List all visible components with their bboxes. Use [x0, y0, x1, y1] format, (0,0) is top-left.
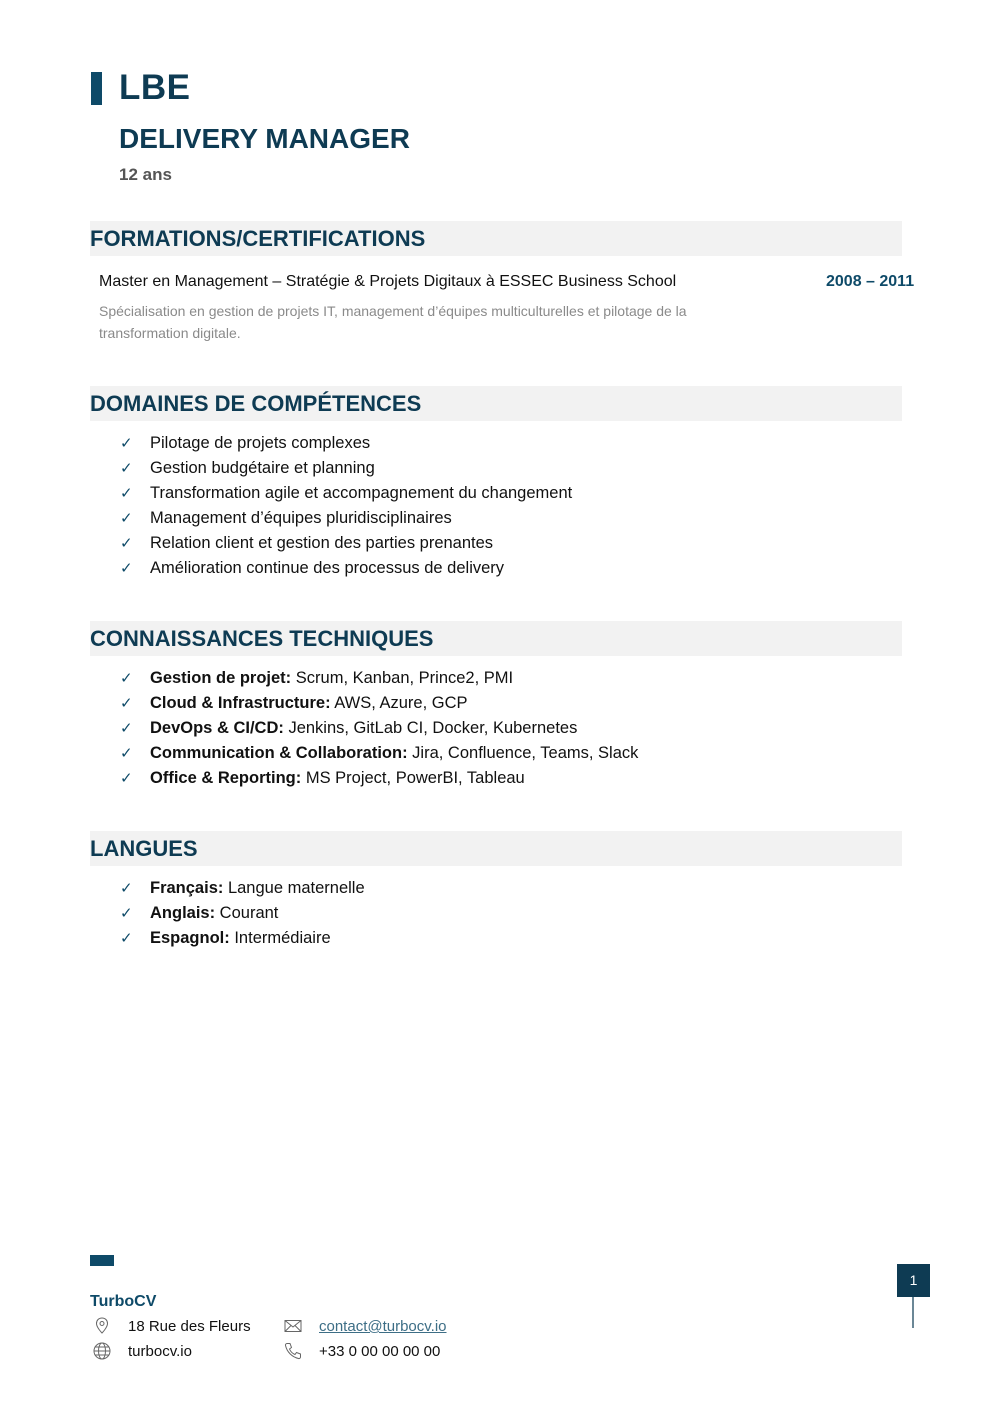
name-accent-bar: [91, 72, 102, 105]
candidate-name: LBE: [119, 68, 191, 107]
job-title: DELIVERY MANAGER: [119, 123, 410, 154]
list-item: ✓ Français: Langue maternelle: [120, 876, 365, 901]
languages-list: [120, 876, 365, 951]
list-item: ✓ Communication & Collaboration: Jira, Confluence, Teams, Slack: [120, 741, 638, 766]
section-title: DOMAINES DE COMPÉTENCES: [90, 391, 422, 416]
list-item: ✓ Anglais: Courant: [120, 901, 365, 926]
checkmark-icon: ✓: [120, 460, 133, 477]
footer-accent-bar: [90, 1255, 114, 1266]
footer-website: turbocv.io: [128, 1343, 192, 1360]
education-description: Spécialisation en gestion de projets IT, management d’équipes multiculturelles et pilotage de la transformation digitale.: [99, 303, 687, 341]
list-item: ✓ Pilotage de projets complexes: [120, 431, 572, 456]
checkmark-icon: ✓: [120, 880, 133, 897]
list-item: ✓ Management d’équipes pluridisciplinaires: [120, 506, 572, 531]
skills-section-header: [90, 386, 902, 421]
footer-email-link[interactable]: contact@turbocv.io: [319, 1318, 447, 1335]
page-number-line: [912, 1297, 914, 1328]
tech-list: [120, 666, 638, 791]
footer-phone: +33 0 00 00 00 00: [319, 1343, 441, 1360]
list-item: ✓ Transformation agile et accompagnement du changement: [120, 481, 572, 506]
list-item: ✓ Cloud & Infrastructure: AWS, Azure, GCP: [120, 691, 638, 716]
phone-icon: [283, 1341, 303, 1361]
globe-icon: [92, 1341, 112, 1361]
languages-section-header: [90, 831, 902, 866]
experience-years: 12 ans: [119, 165, 172, 184]
checkmark-icon: ✓: [120, 535, 133, 552]
footer-brand: TurboCV: [90, 1293, 157, 1310]
envelope-icon: [283, 1316, 303, 1336]
section-title: CONNAISSANCES TECHNIQUES: [90, 626, 434, 651]
checkmark-icon: ✓: [120, 560, 133, 577]
checkmark-icon: ✓: [120, 905, 133, 922]
checkmark-icon: ✓: [120, 510, 133, 527]
list-item: ✓ Amélioration continue des processus de delivery: [120, 556, 572, 581]
education-title: Master en Management – Stratégie & Projets Digitaux à ESSEC Business School: [99, 273, 677, 290]
checkmark-icon: ✓: [120, 930, 133, 947]
skills-list: [120, 431, 572, 581]
checkmark-icon: ✓: [120, 670, 133, 687]
section-title: FORMATIONS/CERTIFICATIONS: [90, 226, 426, 251]
footer-address: 18 Rue des Fleurs: [128, 1318, 251, 1335]
checkmark-icon: ✓: [120, 745, 133, 762]
checkmark-icon: ✓: [120, 435, 133, 452]
section-title: LANGUES: [90, 836, 198, 861]
checkmark-icon: ✓: [120, 695, 133, 712]
list-item: ✓ Gestion budgétaire et planning: [120, 456, 572, 481]
checkmark-icon: ✓: [120, 485, 133, 502]
checkmark-icon: ✓: [120, 770, 133, 787]
education-section-header: [90, 221, 902, 256]
checkmark-icon: ✓: [120, 720, 133, 737]
map-pin-icon: [92, 1316, 112, 1336]
list-item: ✓ Espagnol: Intermédiaire: [120, 926, 365, 951]
list-item: ✓ DevOps & CI/CD: Jenkins, GitLab CI, Docker, Kubernetes: [120, 716, 638, 741]
list-item: ✓ Relation client et gestion des parties prenantes: [120, 531, 572, 556]
page-number: 1: [897, 1264, 930, 1297]
list-item: ✓ Office & Reporting: MS Project, PowerBI, Tableau: [120, 766, 638, 791]
list-item: ✓ Gestion de projet: Scrum, Kanban, Prince2, PMI: [120, 666, 638, 691]
tech-section-header: [90, 621, 902, 656]
education-dates: 2008 – 2011: [826, 273, 915, 290]
